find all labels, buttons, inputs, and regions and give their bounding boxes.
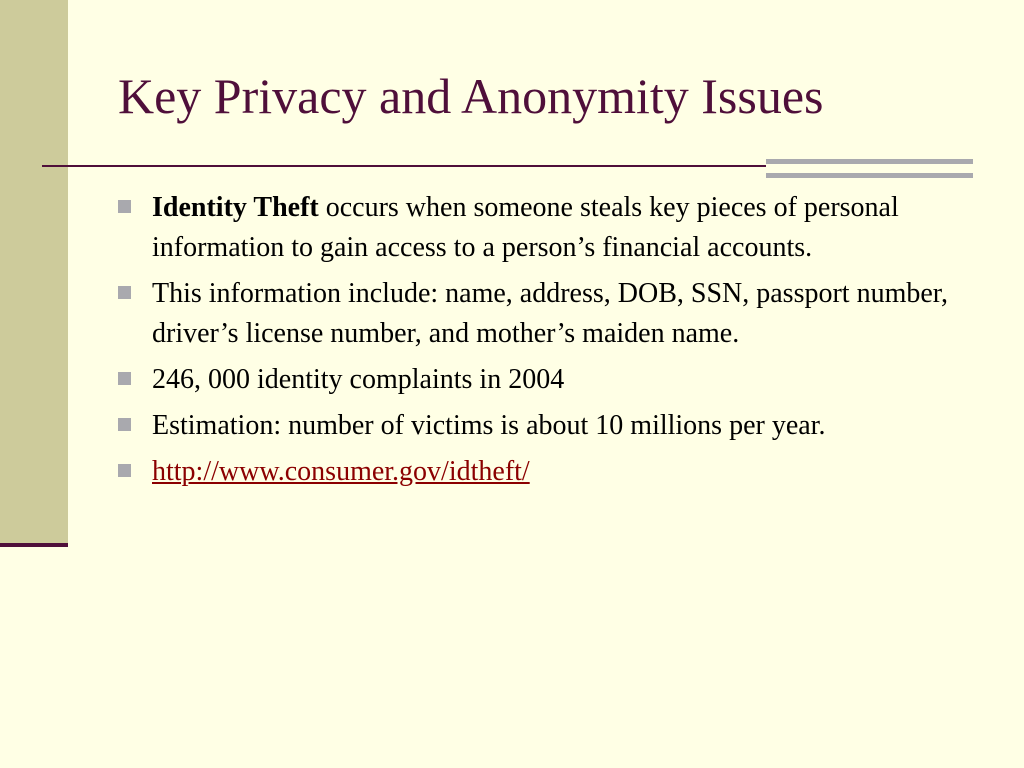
bullet-item [118, 274, 958, 354]
decorative-bar-bottom [766, 173, 973, 178]
bullet-text: occurs when someone steals key pieces of personal information to gain access to a person’s financial accounts. [152, 192, 899, 263]
bullet-list [118, 188, 958, 498]
ftc-idtheft-link[interactable]: http://www.consumer.gov/idtheft/ [152, 456, 530, 487]
slide-title: Key Privacy and Anonymity Issues [118, 68, 824, 124]
square-bullet-icon [118, 372, 131, 385]
square-bullet-icon [118, 200, 131, 213]
bullet-item [118, 360, 958, 400]
decorative-bar-top [766, 159, 973, 164]
left-accent-line [0, 543, 68, 547]
title-divider [42, 165, 766, 167]
square-bullet-icon [118, 286, 131, 299]
bullet-text: This information include: name, address, DOB, SSN, passport number, driver’s license number, and mother’s maiden name. [152, 278, 948, 349]
bullet-text: Estimation: number of victims is about 10 millions per year. [152, 410, 826, 441]
bullet-item [118, 452, 958, 492]
square-bullet-icon [118, 418, 131, 431]
bullet-item [118, 406, 958, 446]
bullet-item [118, 188, 958, 268]
bullet-bold-term: Identity Theft [152, 192, 319, 223]
bullet-text: 246, 000 identity complaints in 2004 [152, 364, 565, 395]
left-accent-bar [0, 0, 68, 543]
square-bullet-icon [118, 464, 131, 477]
